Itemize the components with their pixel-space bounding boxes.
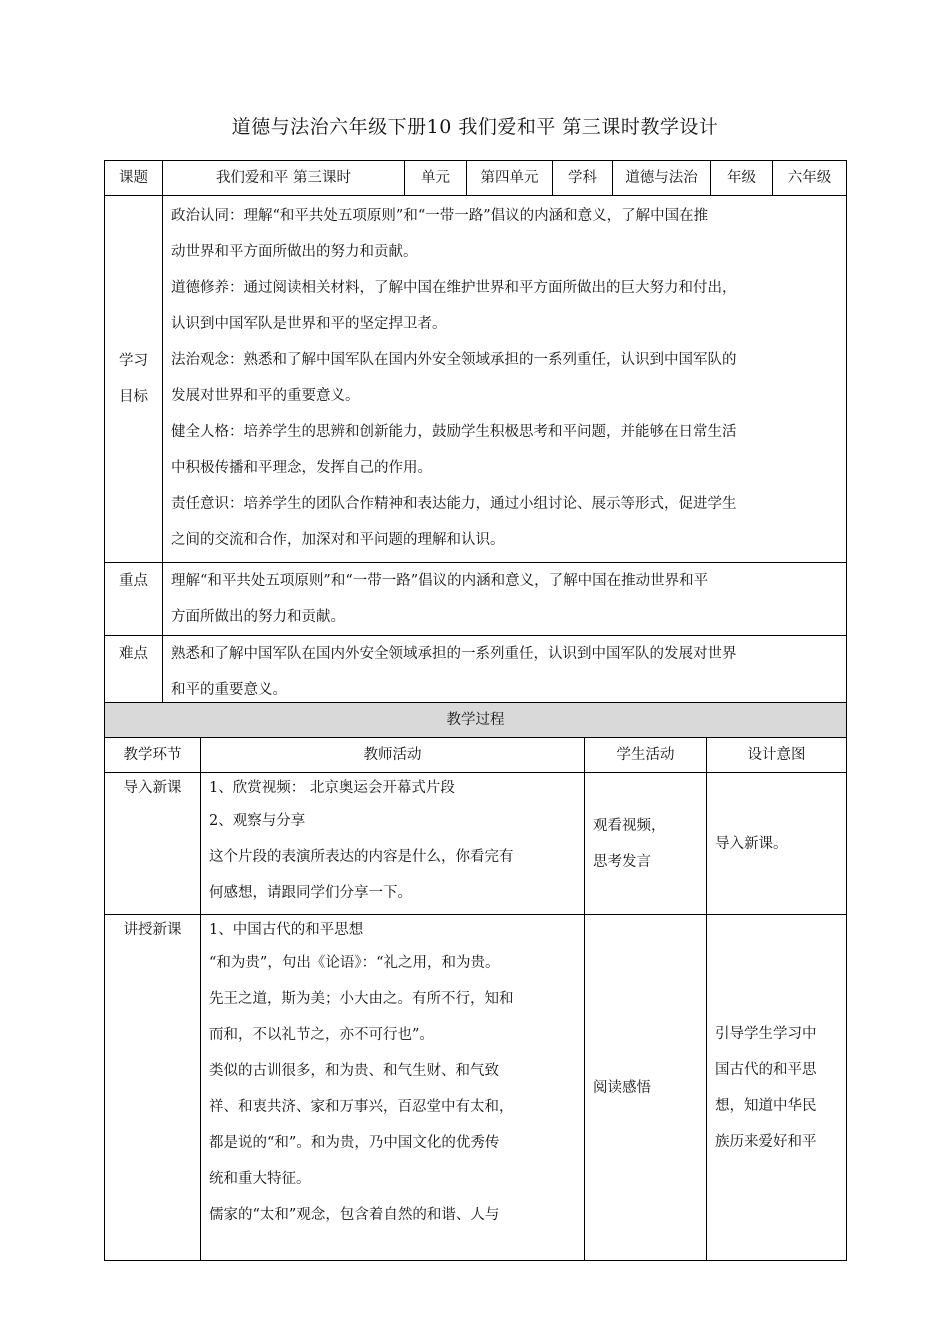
goal-line: 动世界和平方面所做出的努力和贡献。	[171, 244, 418, 260]
difficult-point-label: 难点	[105, 636, 163, 709]
intent-line: 引导学生学习中	[715, 1025, 817, 1042]
intent-cell	[707, 773, 847, 915]
teacher-activity-cell	[201, 915, 585, 1261]
table-row	[105, 915, 847, 1261]
goals-label-line-2: 目标	[119, 389, 148, 405]
teacher-line: 何感想，请跟同学们分享一下。	[209, 885, 412, 901]
student-activity-cell	[585, 915, 707, 1261]
teacher-line: 类似的古训很多，和为贵、和气生财、和气致	[209, 1063, 499, 1079]
difficult-point-line: 熟悉和了解中国军队在国内外安全领域承担的一系列重任，认识到中国军队的发展对世界	[171, 646, 737, 662]
teacher-line: 先王之道，斯为美；小大由之。有所不行，知和	[209, 991, 514, 1007]
topic-value: 我们爱和平 第三课时	[163, 161, 405, 196]
teacher-line: 1、中国古代的和平思想	[209, 922, 364, 938]
teacher-activity-cell	[201, 773, 585, 915]
intent-line: 想，知道中华民	[715, 1097, 817, 1114]
key-point-line: 方面所做出的努力和贡献。	[171, 609, 345, 625]
grade-value: 六年级	[773, 161, 847, 196]
goal-line: 法治观念：熟悉和了解中国军队在国内外安全领域承担的一系列重任，认识到中国军队的	[171, 352, 737, 368]
goal-line: 道德修养：通过阅读相关材料，了解中国在维护世界和平方面所做出的巨大努力和付出，	[171, 280, 737, 296]
difficult-point-line: 和平的重要意义。	[171, 682, 287, 698]
process-section-title: 教学过程	[105, 703, 847, 738]
teacher-line: 儒家的“太和”观念，包含着自然的和谐、人与	[209, 1207, 500, 1223]
goals-content	[163, 196, 847, 563]
header-intent: 设计意图	[707, 738, 847, 773]
unit-label: 单元	[405, 161, 467, 196]
header-teacher: 教师活动	[201, 738, 585, 773]
teacher-line: 1、欣赏视频： 北京奥运会开幕式片段	[209, 780, 455, 796]
teacher-line: 这个片段的表演所表达的内容是什么，你看完有	[209, 849, 514, 865]
key-point-content	[163, 563, 847, 636]
stage-cell: 导入新课	[105, 773, 201, 915]
goal-line: 之间的交流和合作，加深对和平问题的理解和认识。	[171, 532, 505, 548]
goals-label	[105, 196, 163, 563]
subject-value: 道德与法治	[613, 161, 711, 196]
intent-line: 国古代的和平思	[715, 1061, 817, 1078]
teacher-line: “和为贵”，句出《论语》：“礼之用，和为贵。	[209, 955, 500, 971]
key-point-line: 理解“和平共处五项原则”和“一带一路”倡议的内涵和意义，了解中国在推动世界和平	[171, 573, 709, 589]
student-line: 阅读感悟	[593, 1079, 651, 1096]
intent-line: 族历来爱好和平	[715, 1133, 817, 1150]
teacher-line: 都是说的“和”。和为贵，乃中国文化的优秀传	[209, 1135, 500, 1151]
goal-line: 健全人格：培养学生的思辨和创新能力，鼓励学生积极思考和平问题，并能够在日常生活	[171, 424, 737, 440]
key-point-label: 重点	[105, 563, 163, 636]
teacher-line: 而和，不以礼节之，亦不可行也”。	[209, 1027, 434, 1043]
difficult-point-content	[163, 636, 847, 709]
subject-label: 学科	[553, 161, 613, 196]
page-title: 道德与法治六年级下册10 我们爱和平 第三课时教学设计	[231, 116, 719, 138]
goal-line: 发展对世界和平的重要意义。	[171, 388, 360, 404]
goal-line: 政治认同：理解“和平共处五项原则”和“一带一路”倡议的内涵和意义，了解中国在推	[171, 208, 709, 224]
student-line: 观看视频，	[593, 817, 666, 834]
teacher-line: 祥、和衷共济、家和万事兴，百忍堂中有太和，	[209, 1099, 514, 1115]
goal-line: 中积极传播和平理念，发挥自己的作用。	[171, 460, 432, 476]
topic-label: 课题	[105, 161, 163, 196]
unit-value: 第四单元	[467, 161, 553, 196]
header-student: 学生活动	[585, 738, 707, 773]
header-stage: 教学环节	[105, 738, 201, 773]
teaching-process-table	[104, 702, 847, 1261]
student-line: 思考发言	[593, 853, 651, 870]
grade-label: 年级	[711, 161, 773, 196]
goals-label-line-1: 学习	[119, 353, 148, 369]
table-row	[105, 773, 847, 915]
intent-cell	[707, 915, 847, 1261]
goal-line: 认识到中国军队是世界和平的坚定捍卫者。	[171, 316, 447, 332]
goal-line: 责任意识：培养学生的团队合作精神和表达能力，通过小组讨论、展示等形式，促进学生	[171, 496, 737, 512]
teacher-line: 2、观察与分享	[209, 813, 306, 829]
lesson-info-table	[104, 160, 847, 709]
stage-cell: 讲授新课	[105, 915, 201, 1261]
teacher-line: 统和重大特征。	[209, 1171, 311, 1187]
student-activity-cell	[585, 773, 707, 915]
intent-line: 导入新课。	[715, 835, 788, 852]
